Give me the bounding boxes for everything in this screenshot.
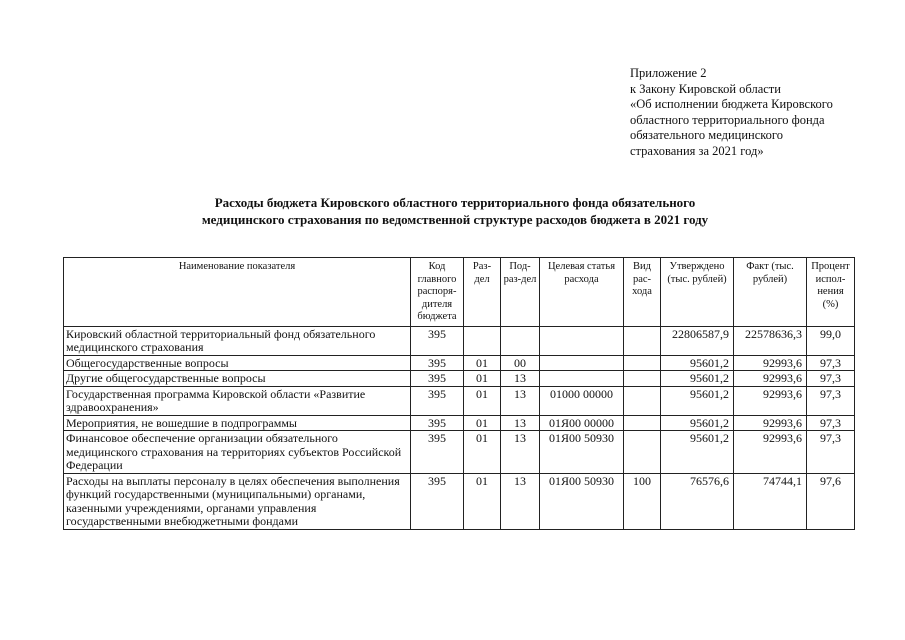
cell-fact: 92993,6 <box>734 431 807 474</box>
cell-fact: 92993,6 <box>734 415 807 431</box>
header-fact: Факт (тыс. рублей) <box>734 258 807 327</box>
cell-type: 100 <box>624 473 661 529</box>
cell-subsection <box>501 326 540 355</box>
cell-subsection: 13 <box>501 431 540 474</box>
header-code: Код главного распоря-дителя бюджета <box>411 258 464 327</box>
cell-approved: 95601,2 <box>661 355 734 371</box>
cell-name: Государственная программа Кировской области «Развитие здравоохранения» <box>64 386 411 415</box>
cell-fact: 92993,6 <box>734 386 807 415</box>
cell-name: Мероприятия, не вошедшие в подпрограммы <box>64 415 411 431</box>
cell-name: Расходы на выплаты персоналу в целях обеспечения выполнения функций государственными (муниципальными) органами, казенными учреждениями, органами управления государственными внебюджетными фондами <box>64 473 411 529</box>
expenses-table <box>63 257 855 530</box>
table-row <box>64 415 855 431</box>
cell-code: 395 <box>411 431 464 474</box>
title-line: медицинского страхования по ведомственной структуре расходов бюджета в 2021 году <box>201 212 709 227</box>
cell-percent: 97,3 <box>807 386 855 415</box>
cell-percent: 97,6 <box>807 473 855 529</box>
cell-percent: 97,3 <box>807 371 855 387</box>
cell-section <box>464 326 501 355</box>
cell-code: 395 <box>411 371 464 387</box>
cell-approved: 95601,2 <box>661 371 734 387</box>
cell-type <box>624 386 661 415</box>
cell-code: 395 <box>411 415 464 431</box>
cell-fact: 22578636,3 <box>734 326 807 355</box>
table-row <box>64 431 855 474</box>
cell-name: Общегосударственные вопросы <box>64 355 411 371</box>
cell-code: 395 <box>411 386 464 415</box>
cell-target: 01000 00000 <box>540 386 624 415</box>
cell-name: Финансовое обеспечение организации обязательного медицинского страхования на территориях субъектов Российской Федерации <box>64 431 411 474</box>
cell-type <box>624 371 661 387</box>
table-row <box>64 326 855 355</box>
cell-target <box>540 326 624 355</box>
appendix-note <box>630 66 890 159</box>
cell-name: Другие общегосударственные вопросы <box>64 371 411 387</box>
cell-approved: 95601,2 <box>661 386 734 415</box>
appendix-line: к Закону Кировской области <box>630 81 781 96</box>
cell-code: 395 <box>411 473 464 529</box>
cell-fact: 74744,1 <box>734 473 807 529</box>
cell-target: 01Я00 50930 <box>540 431 624 474</box>
cell-percent: 99,0 <box>807 326 855 355</box>
cell-code: 395 <box>411 355 464 371</box>
cell-section: 01 <box>464 415 501 431</box>
header-section: Раз-дел <box>464 258 501 327</box>
cell-approved: 22806587,9 <box>661 326 734 355</box>
header-subsection: Под-раз-дел <box>501 258 540 327</box>
header-type: Вид рас-хода <box>624 258 661 327</box>
header-approved: Утверждено (тыс. рублей) <box>661 258 734 327</box>
cell-type <box>624 355 661 371</box>
cell-fact: 92993,6 <box>734 371 807 387</box>
cell-code: 395 <box>411 326 464 355</box>
header-target: Целевая статья расхода <box>540 258 624 327</box>
cell-approved: 95601,2 <box>661 431 734 474</box>
appendix-line: Приложение 2 <box>630 66 707 80</box>
cell-percent: 97,3 <box>807 355 855 371</box>
appendix-line: обязательного медицинского <box>630 128 784 142</box>
cell-name: Кировский областной территориальный фонд обязательного медицинского страхования <box>64 326 411 355</box>
document-title <box>60 194 850 228</box>
cell-target <box>540 355 624 371</box>
cell-subsection: 13 <box>501 473 540 529</box>
cell-subsection: 00 <box>501 355 540 371</box>
table-header-row <box>64 258 855 327</box>
header-percent: Процент испол-нения (%) <box>807 258 855 327</box>
cell-target: 01Я00 50930 <box>540 473 624 529</box>
cell-section: 01 <box>464 371 501 387</box>
table-row <box>64 355 855 371</box>
cell-section: 01 <box>464 473 501 529</box>
cell-target <box>540 371 624 387</box>
cell-type <box>624 326 661 355</box>
cell-target: 01Я00 00000 <box>540 415 624 431</box>
table-row <box>64 371 855 387</box>
cell-approved: 95601,2 <box>661 415 734 431</box>
appendix-line: «Об исполнении бюджета Кировского <box>630 97 833 111</box>
cell-subsection: 13 <box>501 415 540 431</box>
cell-subsection: 13 <box>501 386 540 415</box>
cell-type <box>624 415 661 431</box>
cell-section: 01 <box>464 355 501 371</box>
appendix-line: областного территориального фонда <box>630 112 825 127</box>
appendix-line: страхования за 2021 год» <box>630 143 764 158</box>
cell-subsection: 13 <box>501 371 540 387</box>
cell-type <box>624 431 661 474</box>
title-line: Расходы бюджета Кировского областного территориального фонда обязательного <box>214 195 696 210</box>
header-name: Наименование показателя <box>64 258 411 327</box>
cell-section: 01 <box>464 431 501 474</box>
cell-percent: 97,3 <box>807 415 855 431</box>
cell-approved: 76576,6 <box>661 473 734 529</box>
cell-section: 01 <box>464 386 501 415</box>
table-row <box>64 386 855 415</box>
cell-percent: 97,3 <box>807 431 855 474</box>
table-row <box>64 473 855 529</box>
cell-fact: 92993,6 <box>734 355 807 371</box>
